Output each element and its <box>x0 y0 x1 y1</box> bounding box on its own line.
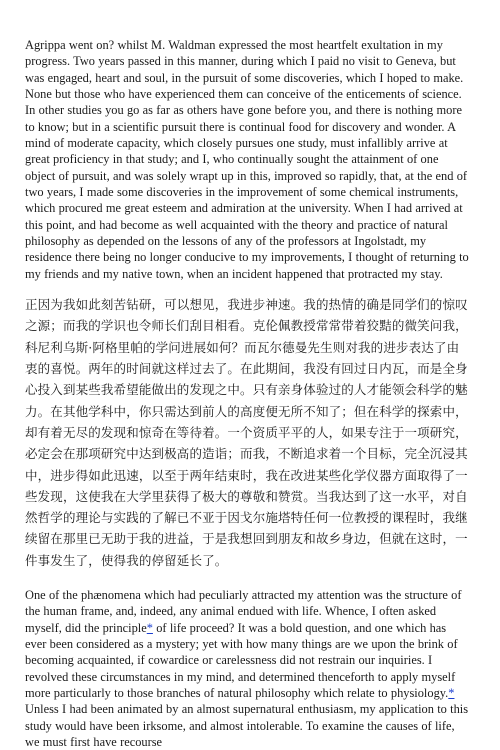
document-page <box>25 37 470 750</box>
footnote-link-2[interactable]: * <box>448 686 455 701</box>
chinese-translation-paragraph: 正因为我如此刻苦钻研，可以想见，我进步神速。我的热情的确是同学们的惊叹之源；而我的学识也令师长们刮目相看。克伦佩教授常常带着狡黠的微笑问我，科尼利乌斯·阿格里帕的学问进展如何？而瓦尔德曼先生则对我的进步表达了由衷的喜悦。两年的时间就这样过去了。在此期间，我没有回过日内瓦，而是全身心投入到某些我希望能做出的发现之中。只有亲身体验过的人才能领会科学的魅力。在其他学科中，你只需达到前人的高度便无所不知了；但在科学的探索中，却有着无尽的发现和惊奇在等待着。一个资质平平的人，如果专注于一项研究，必定会在那项研究中达到极高的造诣；而我，不断追求着一个目标，完全沉浸其中，进步得如此迅速，以至于两年结束时，我在改进某些化学仪器方面取得了一些发现，这使我在大学里获得了极大的尊敬和赞赏。当我达到了这一水平，对自然哲学的理论与实践的了解已不亚于因戈尔施塔特任何一位教授的课程时，我继续留在那里已无助于我的进益，于是我想回到朋友和故乡身边，但就在这时，一件事发生了，使得我的停留延长了。 <box>25 297 468 568</box>
footnote-link-1[interactable]: * <box>146 620 153 635</box>
english-paragraph-1: Agrippa went on? whilst M. Waldman expressed the most heartfelt exultation in my progress. Two years passed in this manner, during which I paid no visit to Geneva, but was engaged, heart and soul, in the pursuit of some discoveries, which I hoped to make. None but those who have experienced them can conceive of the enticements of science. In other studies you go as far as others have gone before you, and there is nothing more to know; but in a scientific pursuit there is continual food for discovery and wonder. A mind of moderate capacity, which closely pursues one study, must infallibly arrive at great proficiency in that study; and I, who continually sought the attainment of one object of pursuit, and was solely wrapt up in this, improved so rapidly, that, at the end of two years, I made some discoveries in the improvement of some chemical instruments, which procured me great esteem and admiration at the university. When I had arrived at this point, and had become as well acquainted with the theory and practice of natural philosophy as depended on the lessons of any of the professors at Ingolstadt, my residence there being no longer conducive to my improvements, I thought of returning to my friends and my native town, when an incident happened that protracted my stay. <box>25 38 469 281</box>
paragraph-text-segment: One of the phænomena which had peculiarly attracted my attention was the structure of the human frame, and, indeed, any animal endued with life. Whence, I often asked myself, did the principle <box>25 588 462 635</box>
paragraph-text-segment: of life proceed? It was a bold question, and one which has ever been considered as a mystery; yet with how many things are we upon the brink of becoming acquainted, if cowardice or carelessness did not restrain our inquiries. I revolved these circumstances in my mind, and determined thenceforth to apply myself more particularly to those branches of natural philosophy which relate to physiology. <box>25 620 458 701</box>
english-paragraph-2 <box>25 587 470 750</box>
paragraph-text-segment: Unless I had been animated by an almost supernatural enthusiasm, my application to this study would have been irksome, and almost intolerable. To examine the causes of life, we must first have recourse <box>25 702 469 750</box>
